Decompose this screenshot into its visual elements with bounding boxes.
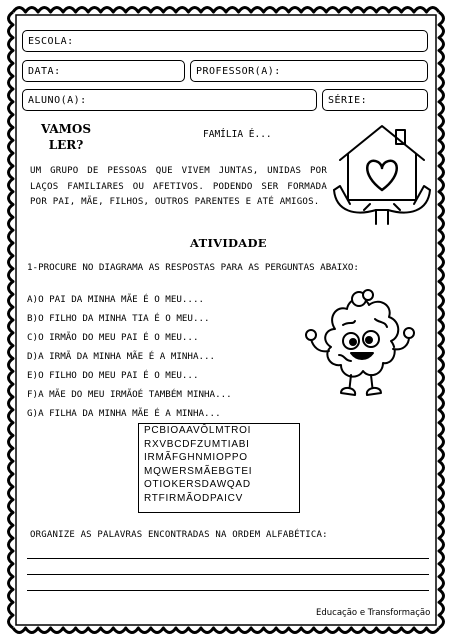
- activity-instruction: 1-PROCURE NO DIAGRAMA AS RESPOSTAS PARA AS PERGUNTAS ABAIXO:: [27, 262, 359, 273]
- question-f: F)A MÃE DO MEU IRMÃOÉ TAMBÉM MINHA...: [27, 389, 232, 400]
- serie-label: SÉRIE:: [328, 94, 368, 106]
- answer-line-1[interactable]: [27, 558, 429, 559]
- escola-label: ESCOLA:: [28, 35, 74, 47]
- word-search-row: RTFIRMÃODPAICV: [144, 492, 244, 504]
- aluno-field[interactable]: [22, 89, 317, 111]
- question-g: G)A FILHA DA MINHA MÃE É A MINHA...: [27, 408, 221, 419]
- familia-definition: UM GRUPO DE PESSOAS QUE VIVEM JUNTAS, UNIDAS POR LAÇOS FAMILIARES OU AFETIVOS. PODENDO SER FORMADA POR PAI, MÃE, FILHOS, OUTROS PARENTES E ATÉ AMIGOS.: [30, 166, 327, 207]
- word-search-grid: [138, 423, 300, 513]
- answer-line-3[interactable]: [27, 590, 429, 591]
- escola-field[interactable]: [22, 30, 428, 52]
- atividade-title: ATIVIDADE: [190, 236, 267, 250]
- aluno-label: ALUNO(A):: [28, 94, 87, 106]
- word-search-row: OTIOKERSDAWQAD: [144, 479, 251, 491]
- data-label: DATA:: [28, 65, 61, 77]
- vamos-ler-heading: [32, 121, 100, 153]
- question-b: B)O FILHO DA MINHA TIA É O MEU...: [27, 313, 210, 324]
- house-heart-hands-icon: [330, 120, 434, 230]
- question-a: A)O PAI DA MINHA MÃE É O MEU....: [27, 294, 205, 305]
- serie-field[interactable]: [322, 89, 428, 111]
- cartoon-brain-mascot-icon: [305, 289, 415, 407]
- footer-credit: Educação e Transformação: [316, 608, 431, 618]
- organize-instruction: ORGANIZE AS PALAVRAS ENCONTRADAS NA ORDEM ALFABÉTICA:: [30, 530, 328, 540]
- word-search-row: PCBIOAAVÔLMTROI: [144, 425, 252, 436]
- word-search-row: MQWERSMÃEBGTEI: [144, 465, 253, 477]
- answer-line-2[interactable]: [27, 574, 429, 575]
- question-e: E)O FILHO DO MEU PAI É O MEU...: [27, 370, 199, 381]
- question-c: C)O IRMÃO DO MEU PAI É O MEU...: [27, 332, 199, 343]
- data-field[interactable]: [22, 60, 185, 82]
- professor-field[interactable]: [190, 60, 428, 82]
- vamos-line-2: LER?: [48, 138, 84, 152]
- question-d: D)A IRMÃ DA MINHA MÃE É A MINHA...: [27, 351, 216, 362]
- word-search-row: IRMÃFGHNMIOPPO: [144, 452, 248, 464]
- familia-title: FAMÍLIA É...: [203, 129, 272, 140]
- vamos-line-1: VAMOS: [40, 122, 92, 136]
- professor-label: PROFESSOR(A):: [196, 65, 281, 77]
- word-search-row: RXVBCDFZUMTIABI: [144, 438, 250, 450]
